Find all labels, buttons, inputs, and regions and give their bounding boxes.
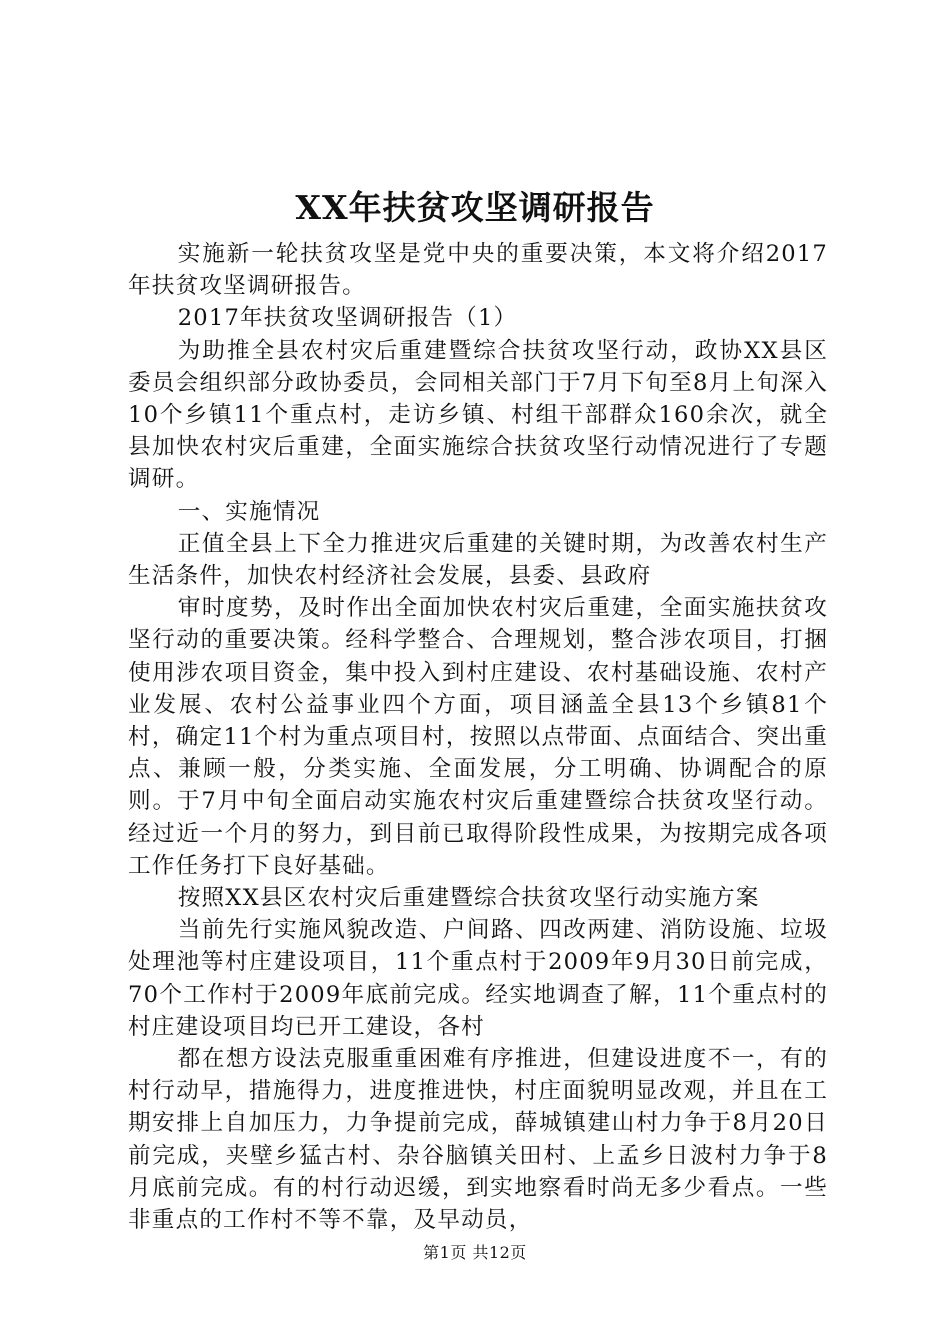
paragraph-context: 正值全县上下全力推进灾后重建的关键时期，为改善农村生产生活条件，加快农村经济社会发展，县委、县政府 — [128, 530, 828, 590]
paragraph-plan-reference: 按照XX县区农村灾后重建暨综合扶贫攻坚行动实施方案 — [177, 885, 760, 912]
document-title: XX年扶贫攻坚调研报告 — [295, 188, 655, 227]
paragraph-intro: 实施新一轮扶贫攻坚是党中央的重要决策，本文将介绍2017年扶贫攻坚调研报告。 — [128, 241, 828, 300]
page-footer: 第1页 共12页 — [423, 1243, 527, 1262]
document-body — [128, 238, 828, 1236]
paragraph-progress: 都在想方设法克服重重困难有序推进，但建设进度不一，有的村行动早，措施得力，进度推进快，村庄面貌明显改观，并且在工期安排上自加压力，力争提前完成，薛城镇建山村力争于8月20日前完成，夹壁乡猛古村、杂谷脑镇关田村、上孟乡日波村力争于8月底前完成。有的村行动迟缓，到实地察看时尚无多少看点。一些非重点的工作村不等不靠，及早动员， — [128, 1046, 828, 1234]
paragraph-current-projects: 当前先行实施风貌改造、户间路、四改两建、消防设施、垃圾处理池等村庄建设项目，11个重点村于2009年9月30日前完成，70个工作村于2009年底前完成。经实地调查了解，11个重点村的村庄建设项目均已开工建设，各村 — [128, 917, 828, 1040]
paragraph-decision: 审时度势，及时作出全面加快农村灾后重建，全面实施扶贫攻坚行动的重要决策。经科学整合、合理规划，整合涉农项目，打捆使用涉农项目资金，集中投入到村庄建设、农村基础设施、农村产业发展、农村公益事业四个方面，项目涵盖全县13个乡镇81个村，确定11个村为重点项目村，按照以点带面、点面结合、突出重点、兼顾一般，分类实施、全面发展，分工明确、协调配合的原则。于7月中旬全面启动实施农村灾后重建暨综合扶贫攻坚行动。经过近一个月的努力，到目前已取得阶段性成果，为按期完成各项工作任务打下良好基础。 — [128, 595, 828, 879]
paragraph-report-heading: 2017年扶贫攻坚调研报告（1） — [177, 305, 518, 332]
paragraph-overview: 为助推全县农村灾后重建暨综合扶贫攻坚行动，政协XX县区委员会组织部分政协委员，会同相关部门于7月下旬至8月上旬深入10个乡镇11个重点村，走访乡镇、村组干部群众160余次，就全县加快农村灾后重建，全面实施综合扶贫攻坚行动情况进行了专题调研。 — [128, 337, 828, 493]
section-heading-implementation: 一、实施情况 — [177, 498, 321, 525]
